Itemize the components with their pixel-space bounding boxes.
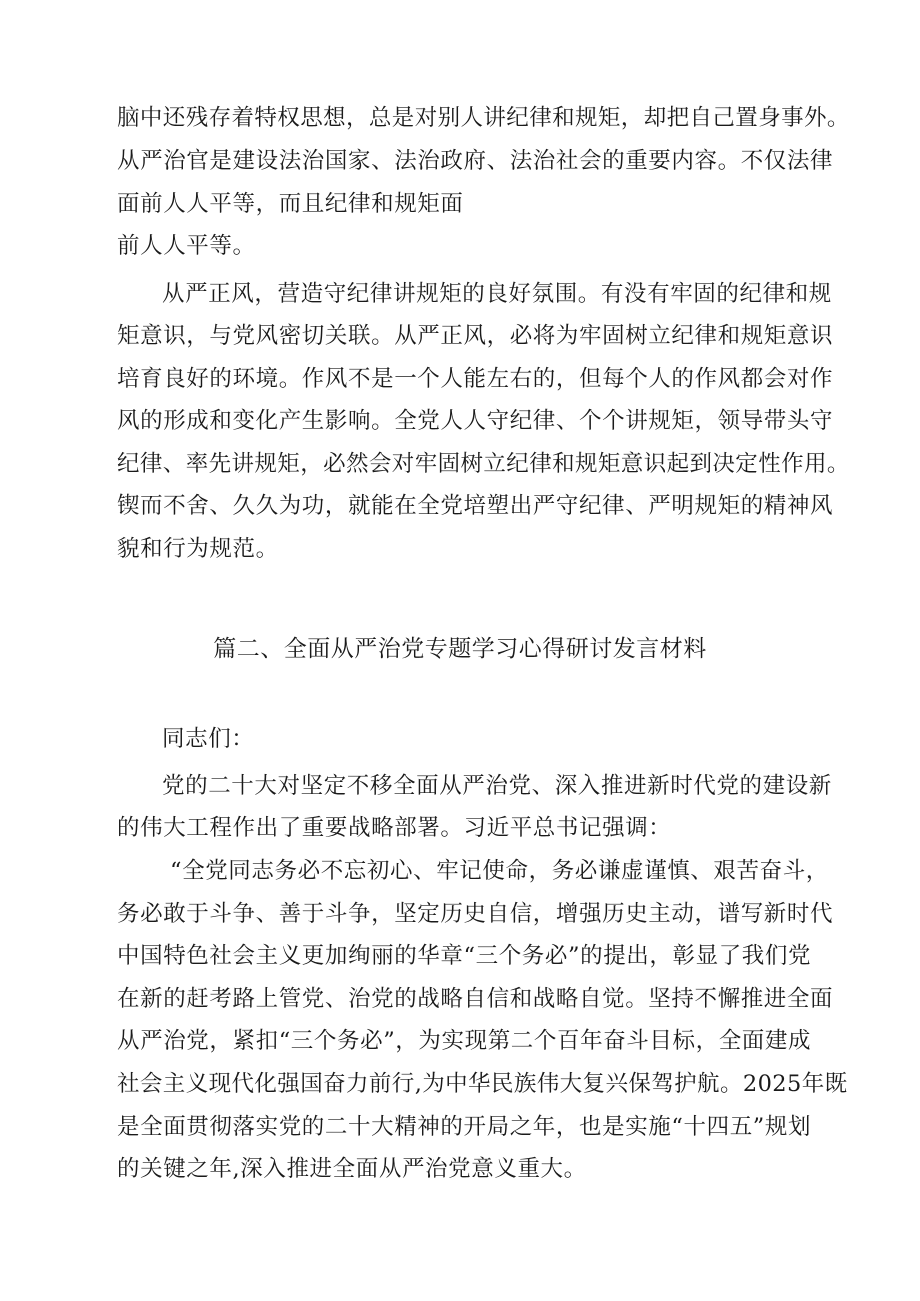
text-line: 的伟大工程作出了重要战略部署。习近平总书记强调：: [117, 815, 672, 841]
text-line: 从严治党，紧扣“三个务必”，为实现第二个百年奋斗目标，全面建成: [117, 1028, 812, 1054]
text-line: 社会主义现代化强国奋力前行,为中华民族伟大复兴保驾护航。2025年既: [117, 1071, 848, 1097]
text-line: 锲而不舍、久久为功，就能在全党培塑出严守纪律、严明规矩的精神风: [117, 493, 834, 519]
text-line: 是全面贯彻落实党的二十大精神的开局之年，也是实施“十四五”规划: [117, 1114, 812, 1140]
text-line: 中国特色社会主义更加绚丽的华章“三个务必”的提出，彰显了我们党: [117, 943, 812, 969]
text-line: 矩意识，与党风密切关联。从严正风，必将为牢固树立纪律和规矩意识: [117, 323, 834, 349]
text-line: 纪律、率先讲规矩，必然会对牢固树立纪律和规矩意识起到决定性作用。: [117, 451, 850, 477]
text-line: 在新的赶考路上管党、治党的战略自信和战略自觉。坚持不懈推进全面: [117, 986, 834, 1012]
text-line: “全党同志务必不忘初心、牢记使命，务必谦虚谨慎、艰苦奋斗，: [170, 858, 829, 884]
salutation: 同志们：: [162, 726, 255, 752]
section-heading: 篇二、全面从严治党专题学习心得研讨发言材料: [213, 636, 707, 662]
text-line: 脑中还残存着特权思想，总是对别人讲纪律和规矩，却把自己置身事外。: [117, 105, 850, 131]
text-line: 面前人人平等，而且纪律和规矩面: [117, 191, 464, 217]
text-line: 前人人平等。: [117, 233, 256, 259]
text-line: 党的二十大对坚定不移全面从严治党、深入推进新时代党的建设新: [162, 773, 832, 799]
text-line: 风的形成和变化产生影响。全党人人守纪律、个个讲规矩，领导带头守: [117, 408, 834, 434]
text-line: 培育良好的环境。作风不是一个人能左右的，但每个人的作风都会对作: [117, 366, 834, 392]
text-line: 从严正风，营造守纪律讲规矩的良好氛围。有没有牢固的纪律和规: [162, 281, 832, 307]
text-line: 的关键之年,深入推进全面从严治党意义重大。: [117, 1156, 587, 1182]
text-line: 从严治官是建设法治国家、法治政府、法治社会的重要内容。不仅法律: [117, 148, 834, 174]
text-line: 务必敢于斗争、善于斗争，坚定历史自信，增强历史主动，谱写新时代: [117, 901, 834, 927]
text-line: 貌和行为规范。: [117, 536, 279, 562]
